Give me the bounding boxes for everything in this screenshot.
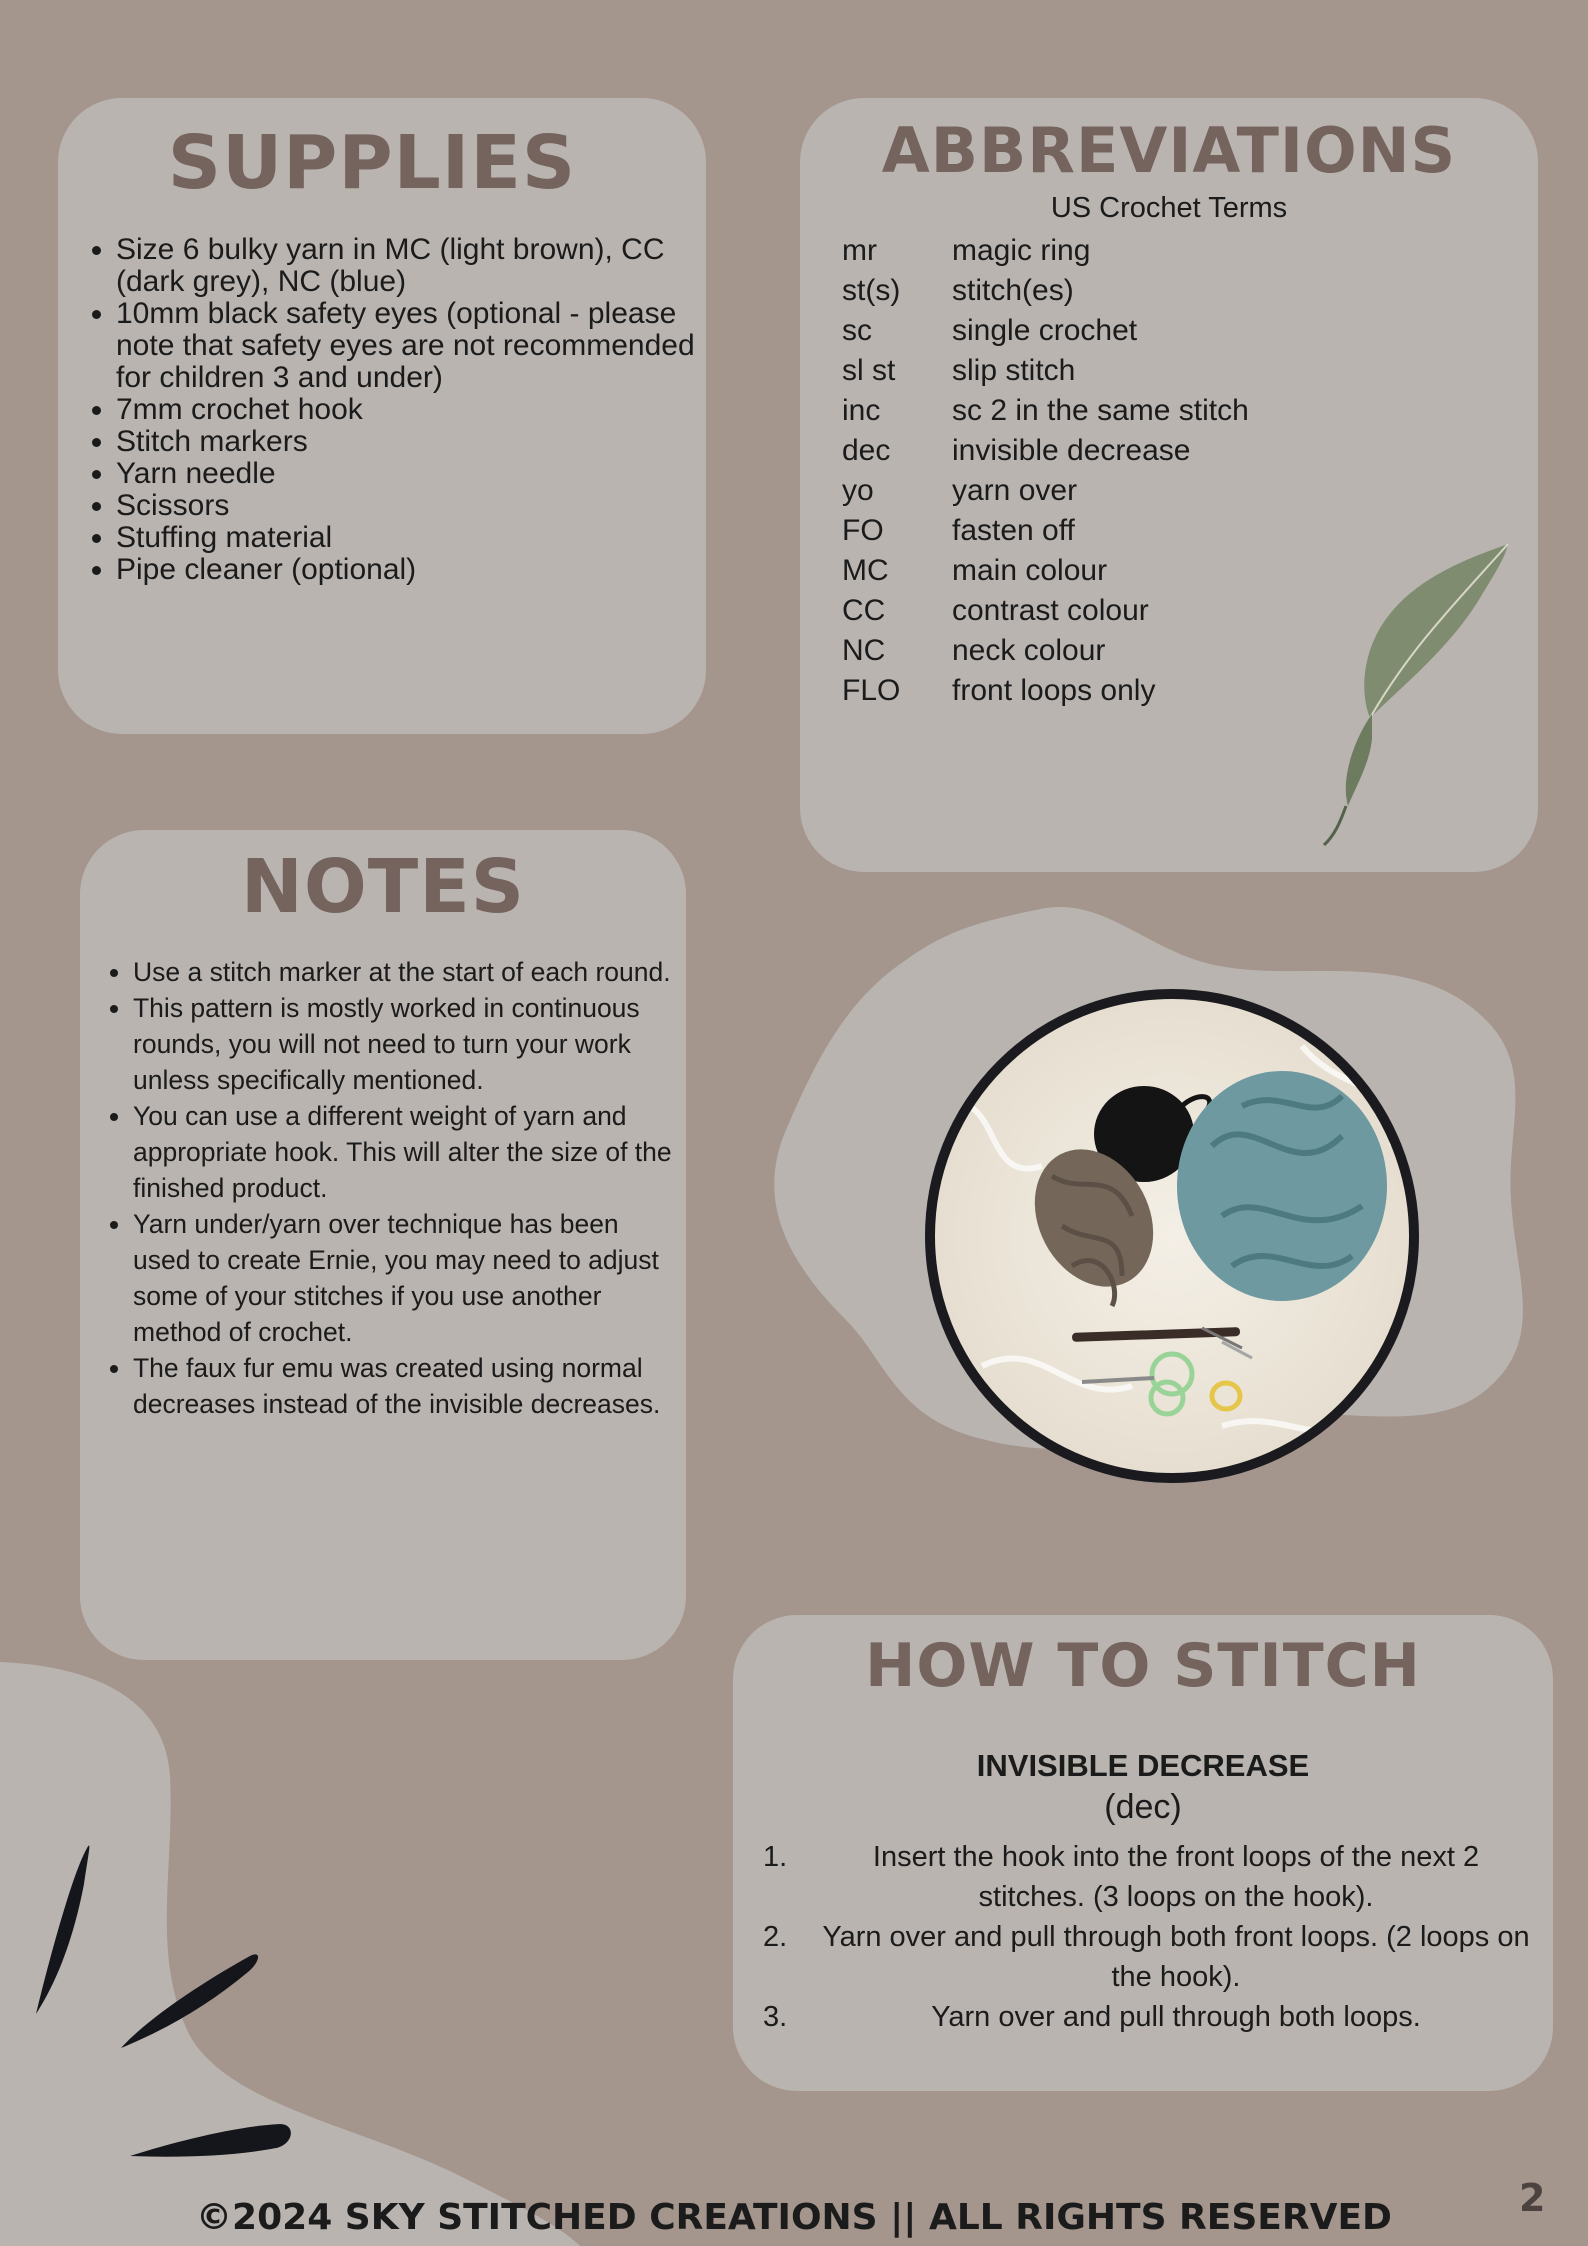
notes-item: • Use a stitch marker at the start of each round. (133, 954, 673, 990)
abbreviation-term: mr (842, 234, 877, 267)
abbreviation-meaning: yarn over (952, 474, 1078, 507)
abbreviations-heading: ABBREVIATIONS (881, 114, 1457, 187)
step-text: Insert the hook into the front loops of the next 2 stitches. (3 loops on the hook). (872, 1841, 1480, 1913)
notes-heading: NOTES (240, 844, 526, 930)
stitch-step (763, 1917, 1533, 1997)
abbreviation-term: dec (842, 434, 891, 467)
abbreviation-term: NC (842, 634, 886, 667)
notes-item: • The faux fur emu was created using normal decreases instead of the invisible decreases. (133, 1350, 673, 1422)
stitch-abbreviation: (dec) (1104, 1788, 1182, 1826)
supplies-item: • Stitch markers (116, 426, 716, 458)
notes-card (80, 830, 686, 1660)
abbreviations-card (800, 98, 1538, 872)
abbreviation-meaning: sc 2 in the same stitch (952, 394, 1249, 427)
step-number: 3. (763, 2001, 788, 2033)
abbreviation-term: MC (842, 554, 889, 587)
abbreviation-row (842, 591, 1249, 631)
eucalyptus-leaf-illustration (1300, 538, 1520, 848)
abbreviation-term: FLO (842, 674, 901, 707)
notes-item: • This pattern is mostly worked in continuous rounds, you will not need to turn your work unless specifically mentioned. (133, 990, 673, 1098)
supplies-item: • Yarn needle (116, 458, 716, 490)
supplies-item: • Stuffing material (116, 522, 716, 554)
supplies-card (58, 98, 706, 734)
step-text: Yarn over and pull through both loops. (931, 2001, 1421, 2033)
abbreviation-row (842, 671, 1249, 711)
how-to-stitch-heading: HOW TO STITCH (865, 1631, 1421, 1701)
supplies-photo (922, 986, 1422, 1486)
abbreviation-row (842, 511, 1249, 551)
supplies-list (58, 234, 716, 586)
stitch-steps-list (763, 1837, 1533, 2037)
stitch-step (763, 1837, 1533, 1917)
abbreviation-row (842, 351, 1249, 391)
step-text: Yarn over and pull through both front loops. (2 loops on the hook). (822, 1921, 1530, 1993)
abbreviation-meaning: front loops only (952, 674, 1156, 707)
abbreviation-row (842, 431, 1249, 471)
abbreviation-meaning: magic ring (952, 234, 1091, 267)
decorative-blob-left (0, 1656, 620, 2246)
abbreviation-row (842, 391, 1249, 431)
supplies-heading: SUPPLIES (167, 120, 577, 206)
abbreviations-subtitle: US Crochet Terms (1050, 192, 1288, 224)
abbreviation-meaning: slip stitch (952, 354, 1076, 387)
abbreviation-row (842, 631, 1249, 671)
abbreviation-meaning: stitch(es) (952, 274, 1074, 307)
abbreviation-row (842, 471, 1249, 511)
abbreviation-meaning: contrast colour (952, 594, 1149, 627)
abbreviations-table (842, 231, 1249, 711)
supplies-item: • 10mm black safety eyes (optional - please note that safety eyes are not recommended for children 3 and under) (116, 298, 716, 394)
notes-item: • Yarn under/yarn over technique has been used to create Ernie, you may need to adjust some of your stitches if you use another method of crochet. (133, 1206, 673, 1350)
abbreviation-row (842, 551, 1249, 591)
abbreviation-term: FO (842, 514, 884, 547)
footer-copyright: ©2024 SKY STITCHED CREATIONS || ALL RIGHTS RESERVED (196, 2197, 1392, 2238)
yarn-blue (1177, 1071, 1387, 1301)
supplies-item: • Scissors (116, 490, 716, 522)
abbreviation-meaning: main colour (952, 554, 1108, 587)
step-number: 2. (763, 1921, 788, 1953)
abbreviation-meaning: single crochet (952, 314, 1138, 347)
abbreviation-meaning: fasten off (952, 514, 1075, 547)
abbreviation-row (842, 311, 1249, 351)
abbreviation-row (842, 231, 1249, 271)
abbreviation-term: CC (842, 594, 886, 627)
abbreviation-term: st(s) (842, 274, 901, 307)
abbreviation-row (842, 271, 1249, 311)
step-number: 1. (763, 1841, 788, 1873)
notes-list (80, 954, 673, 1422)
abbreviation-term: yo (842, 474, 874, 507)
abbreviation-meaning: neck colour (952, 634, 1106, 667)
abbreviation-term: inc (842, 394, 881, 427)
page-number: 2 (1519, 2176, 1546, 2220)
supplies-item: • Pipe cleaner (optional) (116, 554, 716, 586)
abbreviation-meaning: invisible decrease (952, 434, 1191, 467)
abbreviation-term: sl st (842, 354, 896, 387)
stitch-name: INVISIBLE DECREASE (976, 1748, 1310, 1783)
notes-item: • You can use a different weight of yarn and appropriate hook. This will alter the size of the finished product. (133, 1098, 673, 1206)
stitch-step (763, 1997, 1533, 2037)
supplies-item: • Size 6 bulky yarn in MC (light brown), CC (dark grey), NC (blue) (116, 234, 716, 298)
abbreviation-term: sc (842, 314, 872, 347)
supplies-item: • 7mm crochet hook (116, 394, 716, 426)
how-to-stitch-card (733, 1615, 1553, 2091)
